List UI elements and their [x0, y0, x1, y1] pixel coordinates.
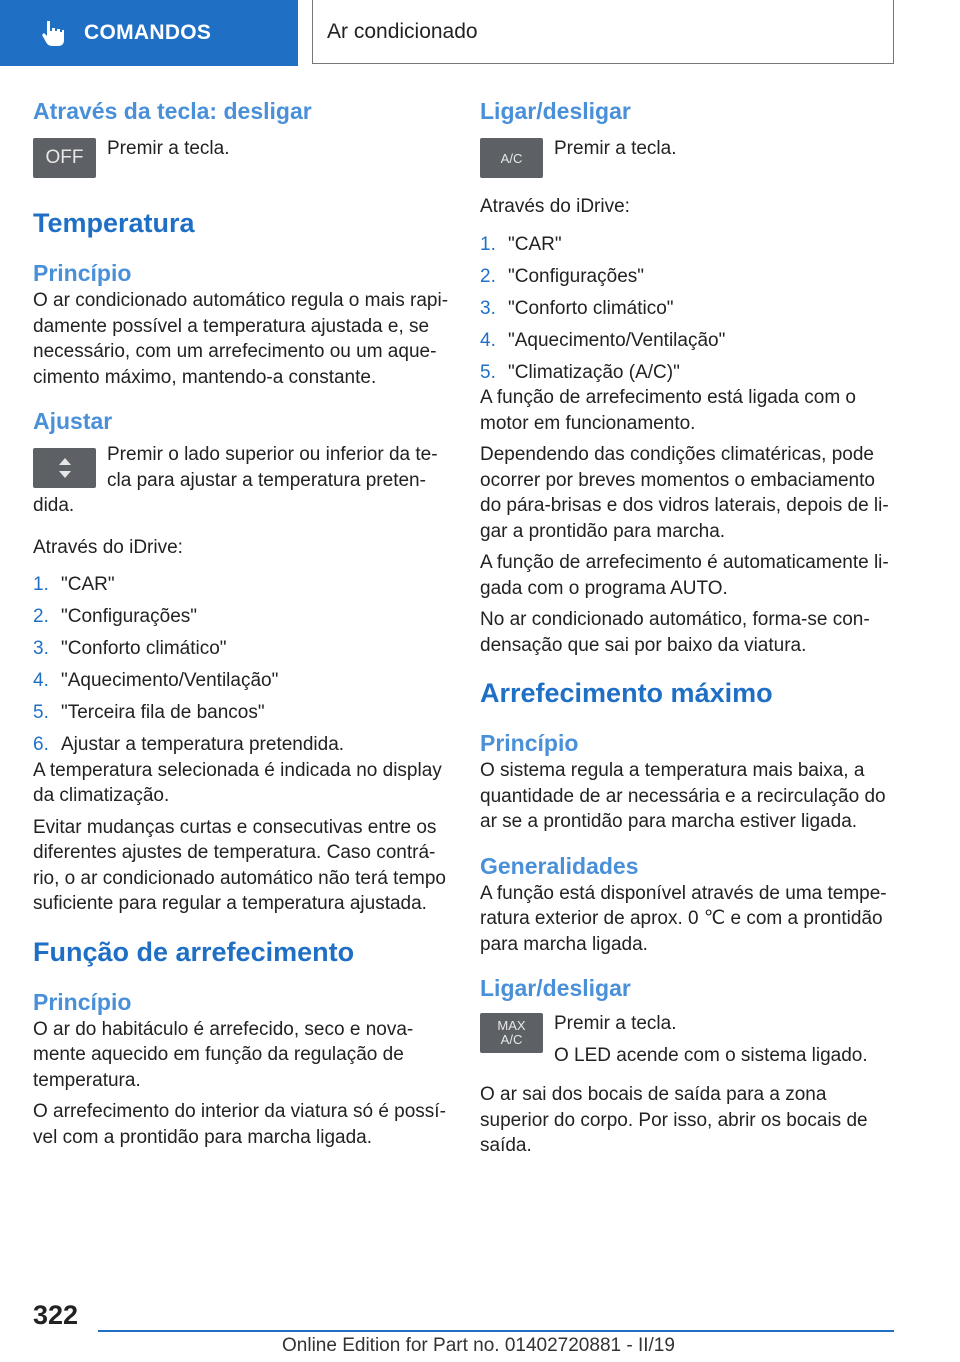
heading-off: Através da tecla: desligar [33, 98, 312, 124]
paragraph-condensacao: No ar condicionado automático, forma-se con-densação que sai por baixo da viatura. [480, 609, 870, 656]
off-key-text: Premir a tecla. [107, 138, 230, 159]
max-key-label-2: A/C [500, 1032, 523, 1047]
paragraph-principio-2a: O ar do habitáculo é arrefecido, seco e nova-mente aquecido em função da regulação de temperatura. [33, 1018, 414, 1091]
footer-edition: Online Edition for Part no. 01402720881 - II/19 [282, 1335, 675, 1356]
list-item: 6. Ajustar a temperatura pretendida. [33, 734, 345, 755]
heading-arrefecimento-maximo: Arrefecimento máximo [480, 678, 773, 708]
heading-principio-1: Princípio [33, 260, 132, 286]
up-down-key-icon [33, 448, 96, 488]
ac-key-label: A/C [500, 150, 523, 166]
ajustar-text: Premir o lado superior ou inferior da te-cla para ajustar a temperatura preten-dida. [33, 444, 438, 516]
section-tab-label: COMANDOS [84, 21, 212, 44]
paragraph-evitar: Evitar mudanças curtas e consecutivas entre os diferentes ajustes de temperatura. Caso contrá-rio, o ar condicionado automático não terá tempo suficiente para regular a temperatura ajustada. [33, 816, 446, 914]
list-item: 5. "Terceira fila de bancos" [33, 702, 265, 723]
max-ac-key-row [480, 1011, 898, 1068]
paragraph-bocais: O ar sai dos bocais de saída para a zona superior do corpo. Por isso, abrir os bocais de saída. [480, 1084, 868, 1156]
paragraph-principio-right: O sistema regula a temperatura mais baixa, a quantidade de ar necessária e a recirculação do ar se a prontidão para marcha estiver ligada. [480, 760, 886, 832]
ac-key-icon [480, 138, 543, 178]
idrive-intro-right: Através do iDrive: [480, 196, 630, 217]
max-ac-key-icon [480, 1013, 543, 1053]
list-item: 3. "Conforto climático" [480, 297, 674, 319]
idrive-steps-left [33, 572, 451, 758]
heading-ligar-desligar-1: Ligar/desligar [480, 98, 631, 124]
paragraph-auto: A função de arrefecimento é automaticamente li-gada com o programa AUTO. [480, 552, 889, 599]
paragraph-display: A temperatura selecionada é indicada no display da climatização. [33, 759, 442, 806]
paragraph-ligada: A função de arrefecimento está ligada com o motor em funcionamento. [480, 387, 857, 434]
heading-generalidades: Generalidades [480, 852, 639, 879]
topic-title: Ar condicionado [327, 19, 478, 43]
paragraph-principio-2b: O arrefecimento do interior da viatura só é possí-vel com a prontidão para marcha ligada. [33, 1101, 446, 1148]
list-item: 5. "Climatização (A/C)" [480, 361, 680, 383]
heading-principio-right: Princípio [480, 730, 579, 756]
right-column [480, 96, 898, 1159]
hand-pointer-icon [38, 18, 68, 48]
left-column [33, 96, 451, 1150]
idrive-intro-left: Através do iDrive: [33, 536, 183, 558]
idrive-steps-right [480, 232, 898, 386]
paragraph-generalidades: A função está disponível através de uma tempe-ratura exterior de aprox. 0 ℃ e com a prontidão para marcha ligada. [480, 882, 887, 955]
max-key-label: MAX [497, 1018, 526, 1033]
page-number: 322 [33, 1300, 79, 1330]
max-ac-text-1: Premir a tecla. [554, 1013, 677, 1034]
heading-funcao-arrefecimento: Função de arrefecimento [33, 936, 355, 967]
off-key-label: OFF [45, 147, 84, 168]
footer-divider [98, 1330, 894, 1332]
heading-principio-2: Princípio [33, 988, 132, 1015]
max-ac-text-2: O LED acende com o sistema ligado. [554, 1044, 868, 1066]
arrows-up-down-icon [57, 456, 73, 480]
ac-key-text: Premir a tecla. [554, 138, 677, 159]
off-key-icon [33, 138, 96, 178]
list-item: 4. "Aquecimento/Ventilação" [33, 670, 279, 691]
heading-temperatura: Temperatura [33, 208, 195, 238]
paragraph-dependendo: Dependendo das condições climatéricas, pode ocorrer por breves momentos o embaciamento do pára-brisas e dos vidros laterais, depois de li-gar a prontidão para marcha. [480, 444, 889, 542]
list-item: 4. "Aquecimento/Ventilação" [480, 329, 726, 351]
heading-ligar-desligar-2: Ligar/desligar [480, 975, 631, 1001]
section-tab [0, 0, 298, 66]
off-key-row [33, 136, 451, 182]
paragraph-principio-1: O ar condicionado automático regula o mais rapi-damente possível a temperatura ajustada e, se necessário, com um arrefecimento ou um aque-cimento máximo, mantendo-a constante. [33, 290, 449, 388]
page-header [0, 0, 960, 66]
topic-tab [312, 0, 894, 64]
list-item: 2. "Configurações" [33, 606, 198, 627]
list-item: 2. "Configurações" [480, 265, 645, 287]
ajustar-block [33, 442, 451, 519]
list-item: 3. "Conforto climático" [33, 638, 227, 659]
list-item: 1. "CAR" [480, 233, 562, 255]
list-item: 1. "CAR" [33, 574, 115, 595]
ac-key-row [480, 136, 898, 182]
heading-ajustar: Ajustar [33, 408, 113, 434]
